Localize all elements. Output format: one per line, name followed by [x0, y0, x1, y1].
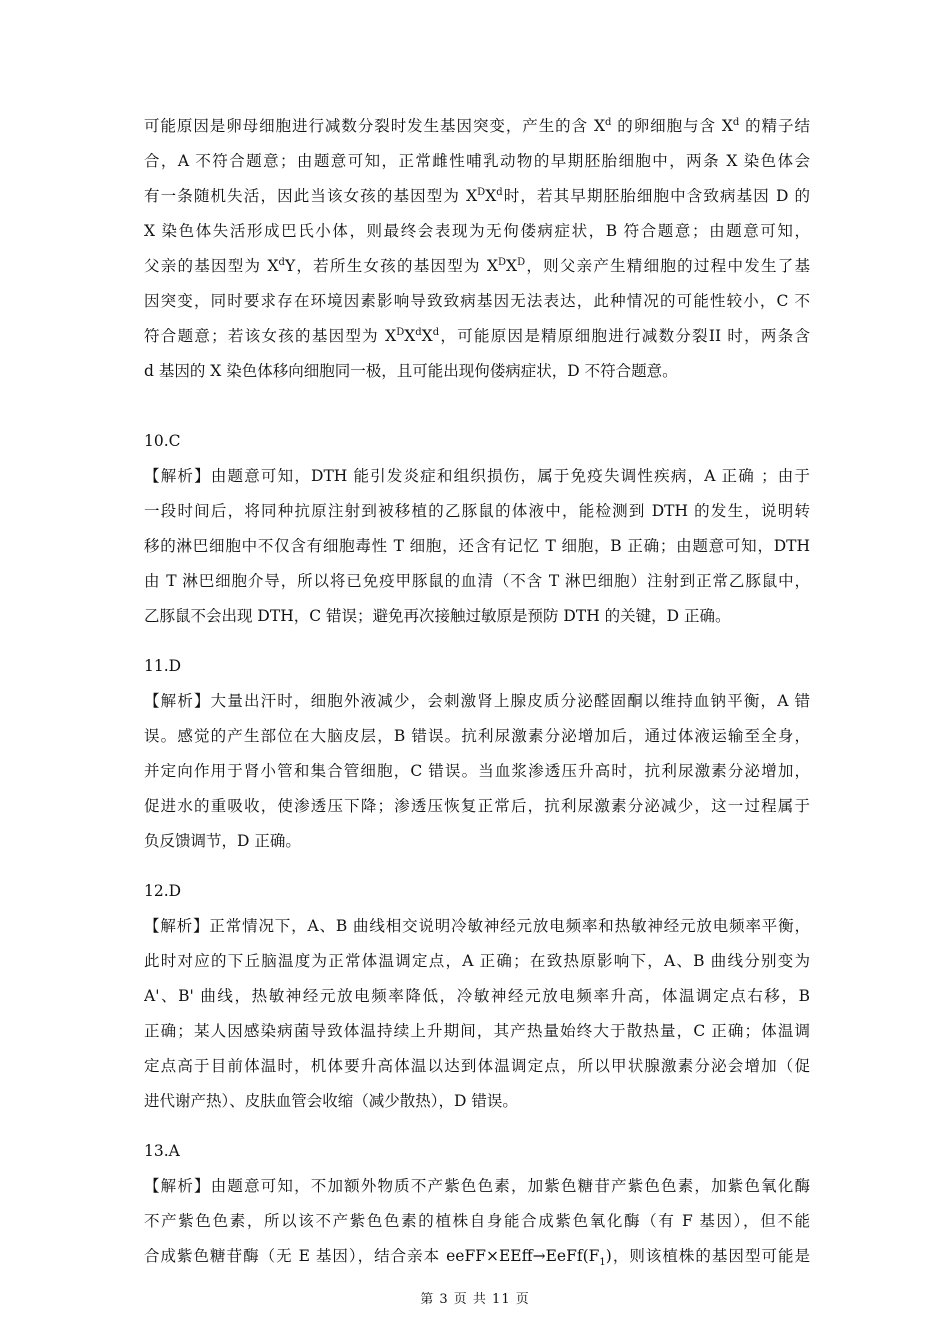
explanation-line: 【解析】正常情况下，A、B 曲线相交说明冷敏神经元放电频率和热敏神经元放电频率平衡， [144, 917, 810, 935]
explanation-line: 【解析】由题意可知，不加额外物质不产紫色色素，加紫色糖苷产紫色色素，加紫色氧化酶 [144, 1177, 810, 1195]
explanation-line: 【解析】大量出汗时，细胞外液减少，会刺激肾上腺皮质分泌醛固酮以维持血钠平衡，A 错 [144, 692, 810, 710]
paragraph-line: d 基因的 X 染色体移向细胞同一极，且可能出现佝偻病症状，D 不符合题意。 [144, 362, 678, 380]
paragraph-line: 因突变，同时要求存在环境因素影响导致致病基因无法表达，此种情况的可能性较小，C 不 [144, 292, 810, 310]
paragraph-line: 可能原因是卵母细胞进行减数分裂时发生基因突变，产生的含 $X^d$ 的卵细胞与含 $X^d$ 的精子结 [144, 116, 810, 135]
explanation-line: 一段时间后，将同种抗原注射到被移植的乙豚鼠的体液中，能检测到 DTH 的发生，说明转 [144, 502, 810, 520]
explanation-line: 进代谢产热）、皮肤血管会收缩（减少散热），D 错误。 [144, 1092, 518, 1110]
explanation-line: A'、B' 曲线，热敏神经元放电频率降低，冷敏神经元放电频率升高，体温调定点右移，B [144, 987, 810, 1005]
explanation-line: 此时对应的下丘脑温度为正常体温调定点，A 正确；在致热原影响下，A、B 曲线分别变为 [144, 952, 810, 970]
explanation-line: 负反馈调节，D 正确。 [144, 832, 301, 850]
explanation-line: 由 T 淋巴细胞介导，所以将已免疫甲豚鼠的血清（不含 T 淋巴细胞）注射到正常乙豚鼠中， [144, 572, 810, 590]
paragraph-line: 合，A 不符合题意；由题意可知，正常雌性哺乳动物的早期胚胎细胞中，两条 X 染色体会 [144, 152, 810, 170]
paragraph-line: 符合题意；若该女孩的基因型为 $X^DX^dX^d$，可能原因是精原细胞进行减数分裂II 时，两条含 [144, 326, 810, 345]
explanation-line: 移的淋巴细胞中不仅含有细胞毒性 T 细胞，还含有记忆 T 细胞，B 正确；由题意可知，DTH [144, 537, 810, 555]
paragraph-line: 有一条随机失活，因此当该女孩的基因型为 $X^DX^d$时，若其早期胚胎细胞中含致病基因 D 的 [144, 186, 810, 205]
explanation-line: 误。感觉的产生部位在大脑皮层，B 错误。抗利尿激素分泌增加后，通过体液运输至全身， [144, 727, 810, 745]
paragraph-line: 父亲的基因型为 $X^dY$，若所生女孩的基因型为 $X^DX^D$，则父亲产生精细胞的过程中发生了基 [144, 256, 810, 275]
answer-number: 11.D [144, 657, 182, 675]
answer-number: 13.A [144, 1142, 180, 1160]
explanation-line: 【解析】由题意可知，DTH 能引发炎症和组织损伤，属于免疫失调性疾病，A 正确 ；由于 [144, 467, 810, 485]
explanation-line: 定点高于目前体温时，机体要升高体温以达到体温调定点，所以甲状腺激素分泌会增加（促 [144, 1057, 810, 1075]
explanation-line: 乙豚鼠不会出现 DTH，C 错误；避免再次接触过敏原是预防 DTH 的关键，D 正确。 [144, 607, 731, 625]
explanation-line: 并定向作用于肾小管和集合管细胞，C 错误。当血浆渗透压升高时，抗利尿激素分泌增加， [144, 762, 810, 780]
page-footer: 第 3 页 共 11 页 [420, 1292, 530, 1307]
answer-number: 12.D [144, 882, 182, 900]
explanation-line: 正确；某人因感染病菌导致体温持续上升期间，其产热量始终大于散热量，C 正确；体温调 [144, 1022, 810, 1040]
explanation-line: 促进水的重吸收，使渗透压下降；渗透压恢复正常后，抗利尿激素分泌减少，这一过程属于 [144, 797, 810, 815]
answer-number: 10.C [144, 432, 181, 450]
explanation-line: 合成紫色糖苷酶（无 E 基因），结合亲本 $eeFF\times EEff\to EeFf(F_1)$，则该植株的基因型可能是 [144, 1247, 810, 1269]
paragraph-line: X 染色体失活形成巴氏小体，则最终会表现为无佝偻病症状，B 符合题意；由题意可知， [144, 222, 810, 240]
explanation-line: 不产紫色色素，所以该不产紫色色素的植株自身能合成紫色氧化酶（有 F 基因），但不能 [144, 1212, 810, 1230]
